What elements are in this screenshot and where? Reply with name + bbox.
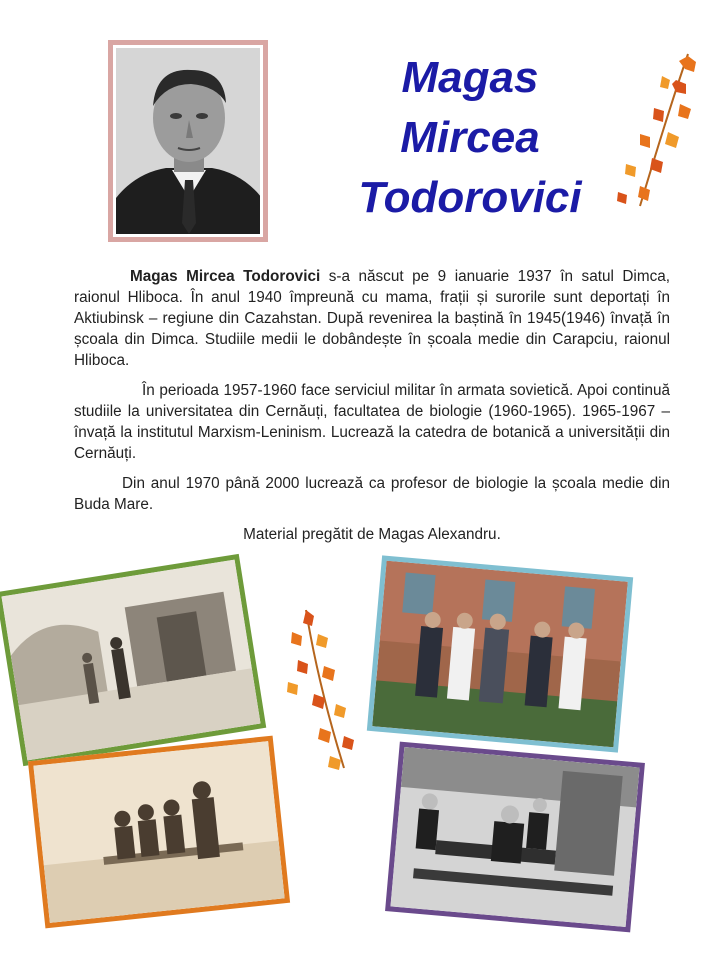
archive-photo <box>372 561 628 747</box>
title-line: Mircea <box>400 113 540 162</box>
title-line: Magas <box>401 53 539 102</box>
photo-frame-blue <box>367 555 633 752</box>
credit-line: Material pregătit de Magas Alexandru. <box>243 526 501 543</box>
title-line: Todorovici <box>358 173 582 222</box>
photo-frame-green <box>0 554 266 766</box>
archive-photo <box>33 741 284 923</box>
archive-photo <box>390 747 639 927</box>
photo-frame-orange <box>28 736 290 929</box>
bio-paragraph: Din anul 1970 până 2000 lucrează ca profesor de biologie la școala medie din Buda Mare. <box>74 475 670 513</box>
photo-frame-purple <box>385 742 645 933</box>
biography-text <box>74 266 670 554</box>
portrait-photo <box>116 48 260 234</box>
bio-paragraph-text: s-a născut pe 9 ianuarie 1937 în satul Dimca, raionul Hliboca. În anul 1940 împreună cu mama, frații și surorile sunt deportați în Aktiubinsk – regiune din Cazahstan. După revenirea la baștină în 1945(1946) învață în școala din Dimca. Studiile medii le dobândește în școala medie din Carapciu, raionul Hliboca. <box>74 268 670 369</box>
bio-name: Magas Mircea Todorovici <box>130 268 321 285</box>
bio-paragraph: În perioada 1957-1960 face serviciul militar în armata sovietică. Apoi continuă studiile la universitatea din Cernăuți, facultatea de biologie (1960-1965). 1965-1967 – învață la institutul Marxism-Leninism. Lucrează la catedra de botanică a universității din Cernăuți. <box>74 382 670 462</box>
page-title <box>340 48 600 228</box>
archive-photo <box>1 560 260 761</box>
portrait-photo-frame <box>108 40 268 242</box>
autumn-leaves-icon <box>284 604 364 774</box>
bio-paragraph <box>74 266 670 371</box>
autumn-leaves-icon <box>610 46 706 216</box>
